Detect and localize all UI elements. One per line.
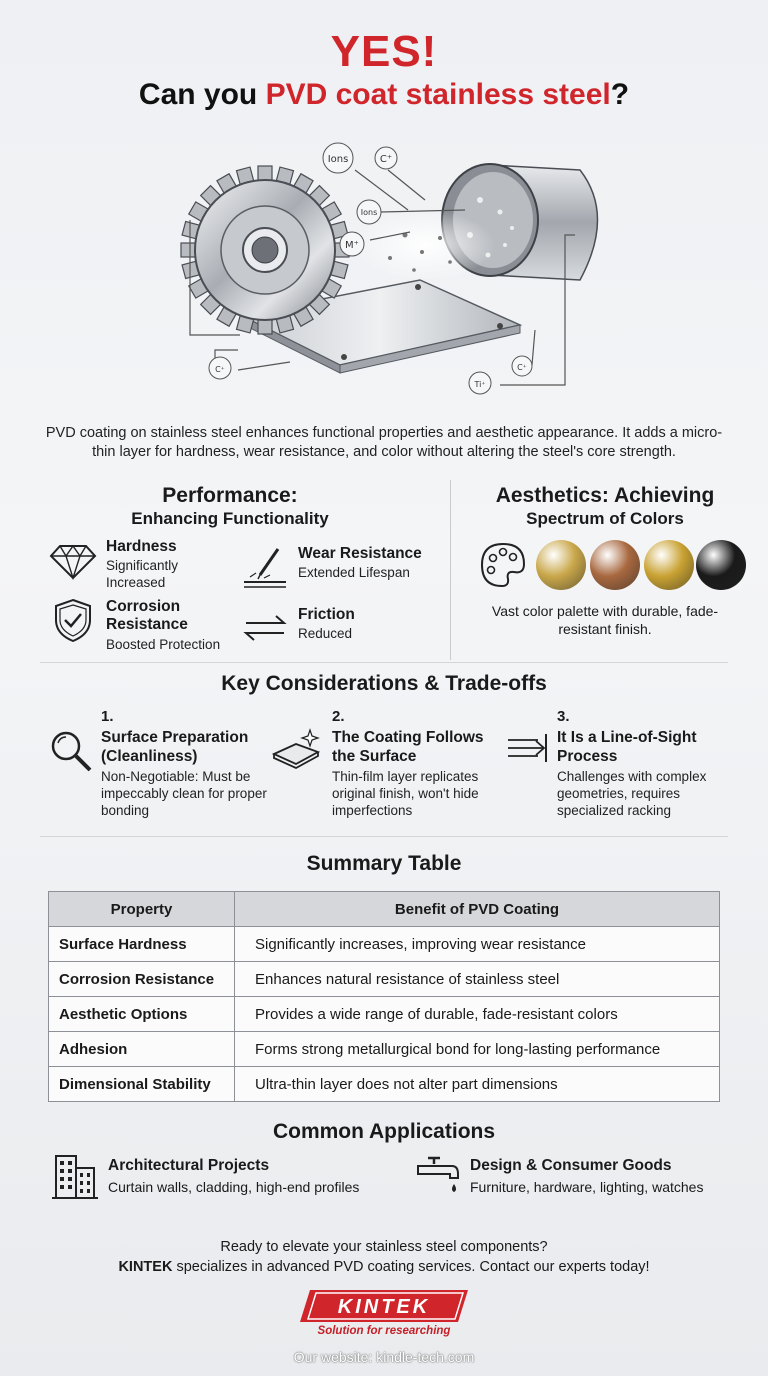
feature-sub: Significantly Increased	[106, 558, 179, 590]
table-cell-benefit: Significantly increases, improving wear resistance	[235, 927, 720, 962]
considerations-heading: Key Considerations & Trade-offs	[221, 672, 547, 695]
svg-text:C⁺: C⁺	[379, 154, 393, 165]
feature-title: Wear Resistance	[298, 545, 422, 562]
svg-text:KINTEK: KINTEK	[337, 1296, 431, 1318]
consideration-title: Surface Preparation (Cleanliness)	[101, 729, 249, 765]
application-title: Design & Consumer Goods	[470, 1157, 672, 1174]
cta-line2: KINTEK specializes in advanced PVD coating services. Contact our experts today!	[118, 1259, 650, 1275]
feature-friction	[240, 606, 440, 646]
column-header: Property	[49, 892, 235, 927]
line-of-sight-icon	[504, 728, 550, 768]
intro-paragraph: PVD coating on stainless steel enhances functional properties and aesthetic appearance. It adds a micro-thin layer for hardness, wear resistance, and color without altering the steel's core strength.	[45, 425, 723, 460]
vertical-divider	[450, 480, 451, 660]
svg-text:M⁺: M⁺	[345, 240, 359, 251]
consideration-text: Thin-film layer replicates original finish, won't hide imperfections	[332, 769, 479, 818]
color-swatches	[478, 540, 718, 590]
cta-brand: KINTEK	[118, 1259, 173, 1275]
table-row	[49, 1067, 720, 1102]
table-cell-benefit: Enhances natural resistance of stainless steel	[235, 962, 720, 997]
feature-wear-resistance	[240, 545, 440, 585]
aesthetics-heading: Aesthetics: Achieving Spectrum of Colors	[495, 484, 715, 528]
table-row	[49, 997, 720, 1032]
svg-text:C⁺: C⁺	[517, 363, 527, 372]
consideration-title: The Coating Follows the Surface	[332, 729, 484, 765]
website-link[interactable]: Our website: kindle-tech.com	[293, 1349, 475, 1365]
diamond-icon	[48, 538, 98, 582]
title-highlight: PVD coat stainless steel	[265, 78, 611, 111]
application-text: Furniture, hardware, lighting, watches	[470, 1179, 704, 1195]
consideration-line-of-sight	[504, 708, 744, 828]
call-to-action	[0, 1237, 768, 1277]
application-title: Architectural Projects	[108, 1157, 270, 1174]
consideration-number: 1.	[101, 708, 114, 725]
scratch-icon	[240, 545, 290, 589]
table-cell-property: Corrosion Resistance	[49, 962, 235, 997]
swatch-bronze	[590, 540, 640, 590]
table-cell-benefit: Provides a wide range of durable, fade-resistant colors	[235, 997, 720, 1032]
applications-heading: Common Applications	[272, 1120, 496, 1143]
aesthetics-note: Vast color palette with durable, fade-resistant finish.	[491, 603, 719, 637]
column-header: Benefit of PVD Coating	[235, 892, 720, 927]
feature-title: Friction	[298, 606, 355, 623]
svg-text:Ti⁺: Ti⁺	[474, 380, 486, 389]
consideration-text: Non-Negotiable: Must be impeccably clean for proper bonding	[101, 769, 267, 818]
svg-text:Ions: Ions	[360, 208, 378, 217]
feature-title: Corrosion Resistance	[106, 598, 188, 633]
table-cell-benefit: Ultra-thin layer does not alter part dimensions	[235, 1067, 720, 1102]
hero-illustration	[160, 140, 620, 410]
feature-title: Hardness	[106, 538, 177, 555]
building-icon	[50, 1152, 100, 1202]
table-header-row	[49, 892, 720, 927]
table-cell-property: Adhesion	[49, 1032, 235, 1067]
table-row	[49, 927, 720, 962]
summary-table	[48, 891, 720, 1102]
page-title: Can you PVD coat stainless steel?	[138, 78, 630, 111]
feature-corrosion-resistance	[48, 598, 248, 654]
table-row	[49, 1032, 720, 1067]
logo-tagline: Solution for researching	[317, 1325, 451, 1337]
swatch-brass	[644, 540, 694, 590]
table-cell-property: Surface Hardness	[49, 927, 235, 962]
magnifier-icon	[48, 728, 94, 774]
feature-sub: Extended Lifespan	[298, 565, 410, 580]
consideration-number: 2.	[332, 708, 345, 725]
svg-text:Ions: Ions	[327, 154, 349, 165]
table-cell-benefit: Forms strong metallurgical bond for long-lasting performance	[235, 1032, 720, 1067]
table-row	[49, 962, 720, 997]
section-divider	[40, 662, 728, 663]
consideration-coating-follows	[270, 708, 500, 828]
feature-sub: Reduced	[298, 626, 353, 641]
feature-sub: Boosted Protection	[106, 637, 221, 652]
consideration-number: 3.	[557, 708, 570, 725]
shield-icon	[48, 598, 98, 642]
kintek-logo[interactable]	[300, 1290, 468, 1322]
layer-icon	[270, 726, 324, 772]
arrows-icon	[240, 606, 290, 650]
palette-icon	[478, 540, 528, 590]
application-consumer-goods	[412, 1152, 742, 1204]
header	[0, 28, 768, 114]
swatch-gold	[536, 540, 586, 590]
summary-heading: Summary Table	[306, 852, 462, 875]
application-architectural	[50, 1152, 390, 1204]
faucet-icon	[412, 1152, 462, 1202]
headline-yes: YES!	[330, 27, 438, 76]
consideration-surface-prep	[48, 708, 278, 828]
gear-illustration	[181, 166, 349, 334]
section-divider	[40, 836, 728, 837]
svg-text:C⁺: C⁺	[215, 365, 225, 374]
swatch-black	[696, 540, 746, 590]
performance-heading: Performance: Enhancing Functionality	[131, 484, 329, 528]
consideration-text: Challenges with complex geometries, requires specialized racking	[557, 769, 707, 818]
table-cell-property: Dimensional Stability	[49, 1067, 235, 1102]
feature-hardness	[48, 538, 238, 590]
application-text: Curtain walls, cladding, high-end profiles	[108, 1179, 360, 1195]
cta-line1: Ready to elevate your stainless steel components?	[220, 1239, 548, 1255]
table-cell-property: Aesthetic Options	[49, 997, 235, 1032]
consideration-title: It Is a Line-of-Sight Process	[557, 729, 697, 765]
